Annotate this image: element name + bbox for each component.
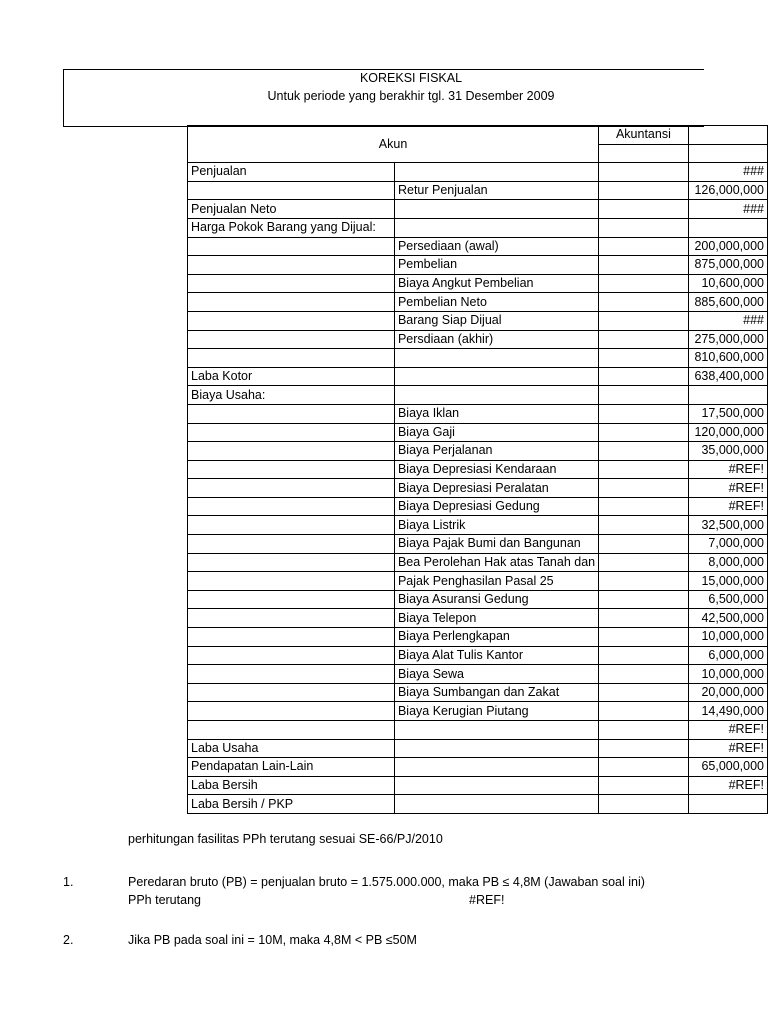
sub-account-cell <box>394 181 598 200</box>
akuntansi-cell <box>599 702 689 721</box>
amount-cell: 275,000,000 <box>688 330 767 349</box>
table-row <box>188 497 768 516</box>
table-row <box>188 330 768 349</box>
table-row <box>188 572 768 591</box>
account-cell <box>188 702 395 721</box>
table-row <box>188 256 768 275</box>
table-row <box>188 739 768 758</box>
table-row <box>188 479 768 498</box>
amount-cell: 6,500,000 <box>688 590 767 609</box>
akuntansi-cell <box>599 311 689 330</box>
table-row <box>188 442 768 461</box>
sub-account-label: Biaya Telepon <box>397 610 477 625</box>
table-row <box>188 349 768 368</box>
note-1-text: Peredaran bruto (PB) = penjualan bruto = 1.575.000.000, maka PB ≤ 4,8M (Jawaban soal ini) <box>128 875 645 889</box>
sub-account-cell <box>394 590 598 609</box>
sub-account-cell <box>394 349 598 368</box>
sub-account-label: Bea Perolehan Hak atas Tanah dan <box>397 554 596 569</box>
empty-header-cell <box>688 144 767 163</box>
account-cell <box>188 665 395 684</box>
sub-account-cell <box>394 628 598 647</box>
akuntansi-cell <box>599 423 689 442</box>
akuntansi-cell <box>599 683 689 702</box>
amount-cell: ### <box>688 163 767 182</box>
akuntansi-cell <box>599 274 689 293</box>
sub-account-label: Pembelian Neto <box>397 294 487 309</box>
sub-account-cell <box>394 758 598 777</box>
note-1-pph-value: #REF! <box>469 893 505 907</box>
akuntansi-cell <box>599 572 689 591</box>
sub-account-cell <box>394 237 598 256</box>
sub-account-label: Biaya Alat Tulis Kantor <box>397 647 524 662</box>
akuntansi-cell <box>599 181 689 200</box>
akuntansi-cell <box>599 404 689 423</box>
akuntansi-cell <box>599 665 689 684</box>
amount-cell: 120,000,000 <box>688 423 767 442</box>
report-header-box <box>63 69 704 127</box>
account-cell <box>188 739 395 758</box>
akuntansi-cell <box>599 776 689 795</box>
amount-cell: 17,500,000 <box>688 404 767 423</box>
account-label: Biaya Usaha: <box>191 387 266 402</box>
sub-account-label: Biaya Pajak Bumi dan Bangunan <box>397 536 581 551</box>
sub-account-cell <box>394 572 598 591</box>
table-row <box>188 516 768 535</box>
sub-account-cell <box>394 535 598 554</box>
account-cell <box>188 535 395 554</box>
table-row <box>188 293 768 312</box>
sub-account-label: Biaya Angkut Pembelian <box>397 276 534 291</box>
table-row <box>188 404 768 423</box>
sub-account-label: Biaya Perjalanan <box>397 443 493 458</box>
akuntansi-cell <box>599 628 689 647</box>
sub-account-cell <box>394 795 598 814</box>
sub-account-cell <box>394 274 598 293</box>
amount-cell: 65,000,000 <box>688 758 767 777</box>
account-cell <box>188 758 395 777</box>
akuntansi-cell <box>599 646 689 665</box>
akuntansi-cell <box>599 237 689 256</box>
account-cell <box>188 293 395 312</box>
account-label: Penjualan <box>191 164 247 179</box>
empty-header-cell <box>688 126 767 145</box>
akuntansi-cell <box>599 497 689 516</box>
sub-account-cell <box>394 423 598 442</box>
account-cell <box>188 609 395 628</box>
akuntansi-cell <box>599 442 689 461</box>
account-label: Laba Usaha <box>191 740 259 755</box>
sub-account-cell <box>394 200 598 219</box>
sub-account-label: Pembelian <box>397 257 458 272</box>
account-cell <box>188 683 395 702</box>
note-1-pph-label: PPh terutang <box>128 893 201 907</box>
account-label: Laba Kotor <box>191 369 253 384</box>
table-row <box>188 628 768 647</box>
amount-cell: 35,000,000 <box>688 442 767 461</box>
account-cell <box>188 311 395 330</box>
account-cell <box>188 497 395 516</box>
sub-account-label: Barang Siap Dijual <box>397 313 502 328</box>
account-cell <box>188 646 395 665</box>
report-subtitle: Untuk periode yang berakhir tgl. 31 Desember 2009 <box>267 89 555 103</box>
sub-account-label: Biaya Depresiasi Kendaraan <box>397 461 557 476</box>
sub-account-cell <box>394 609 598 628</box>
sub-account-label: Biaya Sewa <box>397 666 464 681</box>
table-row <box>188 590 768 609</box>
amount-cell: 32,500,000 <box>688 516 767 535</box>
table-row <box>188 795 768 814</box>
sub-account-cell <box>394 386 598 405</box>
amount-cell: 7,000,000 <box>688 535 767 554</box>
account-cell <box>188 590 395 609</box>
table-row <box>188 646 768 665</box>
akuntansi-cell <box>599 218 689 237</box>
akuntansi-cell <box>599 367 689 386</box>
amount-cell: #REF! <box>688 497 767 516</box>
sub-account-label: Biaya Perlengkapan <box>397 629 510 644</box>
table-row <box>188 218 768 237</box>
note-1-number: 1. <box>63 875 74 889</box>
amount-cell: 126,000,000 <box>688 181 767 200</box>
sub-account-cell <box>394 497 598 516</box>
sub-account-label: Biaya Kerugian Piutang <box>397 703 529 718</box>
akuntansi-cell <box>599 163 689 182</box>
akuntansi-cell <box>599 535 689 554</box>
account-label: Laba Bersih / PKP <box>191 796 294 811</box>
report-title: KOREKSI FISKAL <box>359 71 463 85</box>
amount-cell: ### <box>688 311 767 330</box>
sub-account-label: Persdiaan (akhir) <box>397 331 494 346</box>
sub-account-label: Biaya Depresiasi Gedung <box>397 499 540 514</box>
account-cell <box>188 423 395 442</box>
table-row <box>188 460 768 479</box>
akuntansi-cell <box>599 349 689 368</box>
akuntansi-cell <box>599 553 689 572</box>
table-row <box>188 702 768 721</box>
sub-account-cell <box>394 256 598 275</box>
amount-cell: 638,400,000 <box>688 367 767 386</box>
akuntansi-cell <box>599 795 689 814</box>
account-cell <box>188 721 395 740</box>
akuntansi-cell <box>599 479 689 498</box>
table-row <box>188 683 768 702</box>
akuntansi-cell <box>599 293 689 312</box>
account-cell <box>188 218 395 237</box>
amount-cell: #REF! <box>688 776 767 795</box>
amount-cell: 42,500,000 <box>688 609 767 628</box>
account-label: Harga Pokok Barang yang Dijual: <box>191 220 376 235</box>
table-row <box>188 758 768 777</box>
column-header-akuntansi: Akuntansi <box>599 126 689 145</box>
account-label: Laba Bersih <box>191 778 258 793</box>
table-row <box>188 609 768 628</box>
amount-cell: 10,600,000 <box>688 274 767 293</box>
sub-account-cell <box>394 163 598 182</box>
account-cell <box>188 330 395 349</box>
amount-cell: ### <box>688 200 767 219</box>
amount-cell: 200,000,000 <box>688 237 767 256</box>
table-row <box>188 553 768 572</box>
table-row <box>188 367 768 386</box>
amount-cell: 10,000,000 <box>688 665 767 684</box>
account-cell <box>188 237 395 256</box>
account-cell <box>188 553 395 572</box>
sub-account-cell <box>394 293 598 312</box>
note-intro: perhitungan fasilitas PPh terutang sesuai SE-66/PJ/2010 <box>128 832 443 846</box>
account-cell <box>188 200 395 219</box>
table-row <box>188 200 768 219</box>
sub-account-label: Biaya Iklan <box>397 406 460 421</box>
akuntansi-cell <box>599 516 689 535</box>
table-row <box>188 274 768 293</box>
table-row <box>188 163 768 182</box>
account-cell <box>188 479 395 498</box>
sub-account-cell <box>394 776 598 795</box>
account-cell <box>188 181 395 200</box>
table-row <box>188 776 768 795</box>
sub-account-label: Biaya Listrik <box>397 517 466 532</box>
account-cell <box>188 367 395 386</box>
sub-account-cell <box>394 460 598 479</box>
account-cell <box>188 256 395 275</box>
sub-account-cell <box>394 367 598 386</box>
amount-cell <box>688 386 767 405</box>
amount-cell: #REF! <box>688 460 767 479</box>
account-label: Pendapatan Lain-Lain <box>191 759 314 774</box>
amount-cell: 14,490,000 <box>688 702 767 721</box>
amount-cell: 20,000,000 <box>688 683 767 702</box>
amount-cell: #REF! <box>688 739 767 758</box>
akuntansi-cell <box>599 386 689 405</box>
sub-account-cell <box>394 442 598 461</box>
sub-account-cell <box>394 516 598 535</box>
sub-account-label: Biaya Depresiasi Peralatan <box>397 480 549 495</box>
fiscal-correction-table <box>187 125 768 814</box>
note-2-text: Jika PB pada soal ini = 10M, maka 4,8M < PB ≤50M <box>128 933 417 947</box>
account-cell <box>188 460 395 479</box>
account-cell <box>188 274 395 293</box>
sub-account-cell <box>394 646 598 665</box>
amount-cell: 15,000,000 <box>688 572 767 591</box>
table-row <box>188 181 768 200</box>
akuntansi-cell <box>599 609 689 628</box>
sub-account-label: Biaya Gaji <box>397 424 455 439</box>
table-row <box>188 237 768 256</box>
account-cell <box>188 163 395 182</box>
sub-account-cell <box>394 311 598 330</box>
account-cell <box>188 386 395 405</box>
amount-cell <box>688 795 767 814</box>
sub-account-label: Biaya Asuransi Gedung <box>397 592 529 607</box>
account-cell <box>188 442 395 461</box>
akuntansi-cell <box>599 330 689 349</box>
akuntansi-cell <box>599 200 689 219</box>
amount-cell: #REF! <box>688 479 767 498</box>
akuntansi-cell <box>599 721 689 740</box>
akuntansi-cell <box>599 256 689 275</box>
akuntansi-cell <box>599 460 689 479</box>
sub-account-cell <box>394 218 598 237</box>
amount-cell: #REF! <box>688 721 767 740</box>
column-header-akun: Akun <box>188 126 599 163</box>
amount-cell: 875,000,000 <box>688 256 767 275</box>
table-row <box>188 386 768 405</box>
note-2-number: 2. <box>63 933 74 947</box>
sub-account-cell <box>394 479 598 498</box>
table-row <box>188 665 768 684</box>
sub-account-cell <box>394 702 598 721</box>
empty-header-cell <box>599 144 689 163</box>
sub-account-cell <box>394 721 598 740</box>
amount-cell: 6,000,000 <box>688 646 767 665</box>
table-row <box>188 535 768 554</box>
account-cell <box>188 404 395 423</box>
amount-cell: 8,000,000 <box>688 553 767 572</box>
sub-account-label: Retur Penjualan <box>397 183 488 198</box>
account-cell <box>188 776 395 795</box>
sub-account-label: Pajak Penghasilan Pasal 25 <box>397 573 554 588</box>
akuntansi-cell <box>599 758 689 777</box>
sub-account-cell <box>394 404 598 423</box>
sub-account-cell <box>394 553 598 572</box>
amount-cell: 10,000,000 <box>688 628 767 647</box>
account-cell <box>188 795 395 814</box>
table-row <box>188 721 768 740</box>
account-cell <box>188 516 395 535</box>
sub-account-label: Biaya Sumbangan dan Zakat <box>397 685 560 700</box>
account-cell <box>188 349 395 368</box>
amount-cell: 810,600,000 <box>688 349 767 368</box>
account-label: Penjualan Neto <box>191 201 277 216</box>
sub-account-label: Persediaan (awal) <box>397 238 499 253</box>
sub-account-cell <box>394 739 598 758</box>
amount-cell <box>688 218 767 237</box>
amount-cell: 885,600,000 <box>688 293 767 312</box>
account-cell <box>188 572 395 591</box>
sub-account-cell <box>394 683 598 702</box>
sub-account-cell <box>394 665 598 684</box>
table-header-row-1 <box>188 126 768 145</box>
akuntansi-cell <box>599 739 689 758</box>
sub-account-cell <box>394 330 598 349</box>
account-cell <box>188 628 395 647</box>
table-row <box>188 423 768 442</box>
table-row <box>188 311 768 330</box>
akuntansi-cell <box>599 590 689 609</box>
